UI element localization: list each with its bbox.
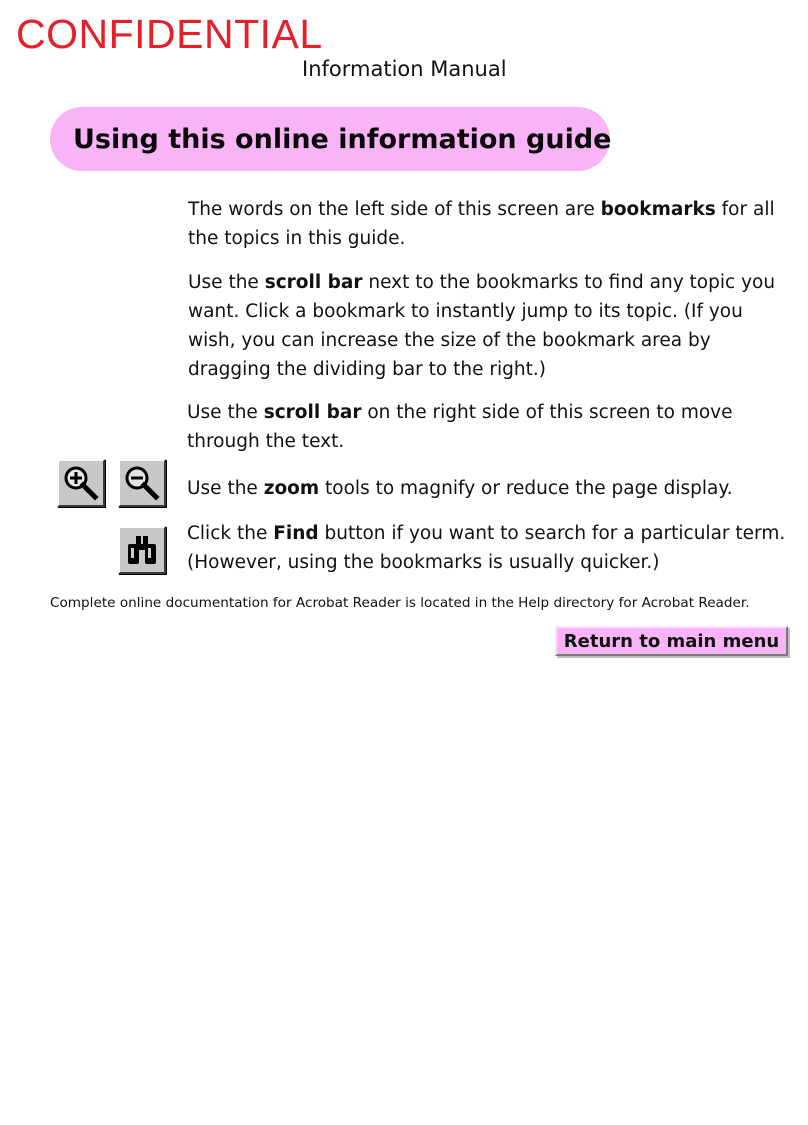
bold-term: zoom xyxy=(263,478,320,499)
page-title: Using this online information guide xyxy=(73,123,612,155)
manual-title: Information Manual xyxy=(302,57,507,81)
text-segment: on the right side of this screen to move through the text. xyxy=(187,402,733,452)
bold-term: Find xyxy=(273,523,319,544)
text-segment: Use the xyxy=(188,272,265,293)
zoom-out-button[interactable] xyxy=(118,459,166,507)
find-paragraph xyxy=(187,519,792,577)
bookmark-scrollbar-paragraph xyxy=(188,268,793,384)
binoculars-icon xyxy=(124,532,160,568)
page-title-banner xyxy=(50,107,610,171)
bookmarks-paragraph xyxy=(188,195,793,253)
text-segment: Use the xyxy=(187,478,264,499)
text-segment: Click the xyxy=(187,523,274,544)
text-segment: tools to magnify or reduce the page display. xyxy=(319,478,733,499)
confidential-stamp: CONFIDENTIAL xyxy=(16,11,323,57)
text-segment: button if you want to search for a particular term. (However, using the bookmarks is usually quicker.) xyxy=(187,523,786,573)
zoom-in-button[interactable] xyxy=(57,459,105,507)
documentation-footnote: Complete online documentation for Acrobat Reader is located in the Help directory for Acrobat Reader. xyxy=(50,595,750,611)
text-segment: for all the topics in this guide. xyxy=(188,199,775,249)
text-segment: next to the bookmarks to find any topic you want. Click a bookmark to instantly jump to its topic. (If you wish, you can increase the size of the bookmark area by dragging the dividing bar to the right.) xyxy=(188,272,776,380)
text-scrollbar-paragraph xyxy=(187,398,792,456)
zoom-out-icon xyxy=(123,464,161,502)
zoom-in-icon xyxy=(62,464,100,502)
bold-term: scroll bar xyxy=(264,272,363,293)
text-segment: Use the xyxy=(187,402,264,423)
bold-term: scroll bar xyxy=(263,402,362,423)
find-button[interactable] xyxy=(118,526,166,574)
return-to-main-menu-button[interactable]: Return to main menu xyxy=(555,626,788,656)
bold-term: bookmarks xyxy=(600,199,716,220)
zoom-paragraph xyxy=(187,474,792,503)
text-segment: The words on the left side of this screen are xyxy=(188,199,601,220)
